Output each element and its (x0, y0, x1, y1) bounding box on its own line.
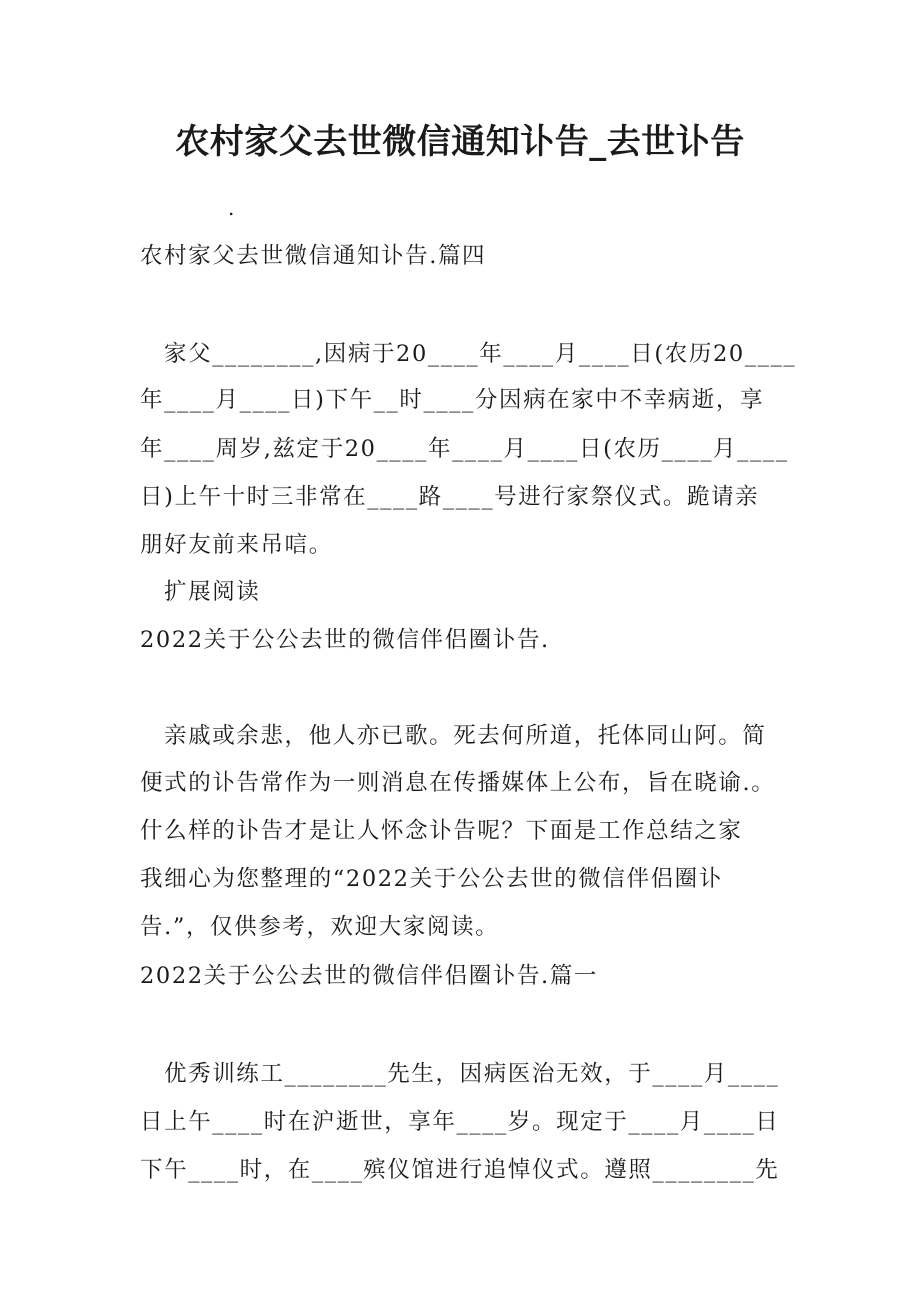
section-heading: 2022关于公公去世的微信伴侣圈讣告.篇一 (140, 963, 599, 989)
paragraph-line: 我细心为您整理的“2022关于公公去世的微信伴侣圈讣 (140, 866, 723, 892)
paragraph-line: 亲戚或余悲，他人亦已歌。死去何所道，托体同山阿。简 (164, 723, 767, 749)
paragraph-line: 日)上午十时三非常在____路____号进行家祭仪式。跪请亲 (140, 484, 760, 510)
document-title: 农村家父去世微信通知讣告_去世讣告 (175, 122, 745, 162)
paragraph-line: 年____月____日)下午__时____分因病在家中不幸病逝，享 (140, 387, 765, 413)
paragraph-line: 年____周岁,兹定于20____年____月____日(农历____月____ (140, 436, 789, 462)
paragraph-line: 什么样的讣告才是让人怀念讣告呢？下面是工作总结之家 (140, 818, 743, 844)
separator-dot: . (228, 196, 235, 220)
section-heading: 2022关于公公去世的微信伴侣圈讣告. (140, 627, 550, 653)
extended-reading-label: 扩展阅读 (164, 579, 261, 605)
paragraph-line: 便式的讣告常作为一则消息在传播媒体上公布，旨在晓谕.。 (140, 770, 776, 796)
paragraph-line: 下午____时，在____殡仪馆进行追悼仪式。遵照________先 (140, 1157, 780, 1183)
section-heading: 农村家父去世微信通知讣告.篇四 (140, 243, 487, 269)
paragraph-line: 朋好友前来吊唁。 (140, 532, 333, 558)
paragraph-line: 告.”，仅供参考，欢迎大家阅读。 (140, 914, 500, 940)
paragraph-line: 优秀训练工________先生，因病医治无效，于____月____ (164, 1061, 780, 1087)
paragraph-line: 家父________,因病于20____年____月____日(农历20____ (164, 341, 797, 367)
paragraph-line: 日上午____时在沪逝世，享年____岁。现定于____月____日 (140, 1109, 780, 1135)
